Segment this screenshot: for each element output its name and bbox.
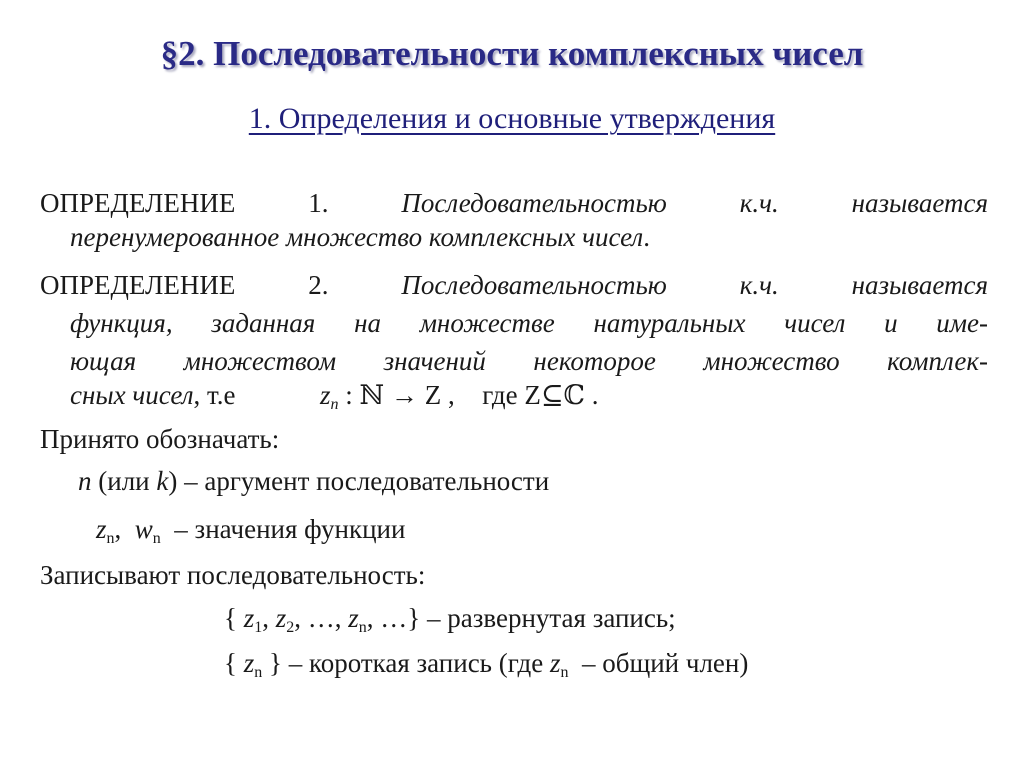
short-z-sub: n	[254, 664, 263, 681]
definition-1-period: .	[643, 222, 650, 252]
argument-n: n	[78, 466, 92, 496]
definition-2-te: , т.е	[193, 380, 236, 410]
brace-close: , …}	[366, 603, 421, 633]
zn: z	[348, 603, 359, 633]
z2-sub: 2	[286, 619, 295, 636]
record-full	[224, 603, 676, 634]
z2: z	[275, 603, 287, 633]
definition-2-text-a: Последовательностью к.ч. называется	[401, 270, 988, 300]
zn-sub: n	[358, 619, 367, 636]
definition-1-text-a: Последовательностью к.ч. называется	[401, 188, 988, 218]
short-record-description: } – короткая запись (где	[262, 648, 550, 678]
formula-subset: Z⊆ℂ .	[524, 380, 599, 410]
ellipsis: , …,	[294, 603, 349, 633]
value-w: w	[134, 514, 153, 544]
definition-2-text-d: сных чисел	[70, 380, 194, 410]
definition-1-line-1	[40, 184, 988, 222]
definition-2-formula	[320, 380, 599, 411]
definition-2-line-3	[70, 342, 988, 380]
general-term-z: z	[549, 648, 561, 678]
definition-2-text-b: функция, заданная на множестве натуральных чисел и име-	[70, 308, 988, 338]
definition-2-line-2	[70, 304, 988, 342]
notation-argument	[78, 466, 549, 497]
values-description: – значения функции	[167, 514, 406, 544]
notation-values	[96, 514, 405, 545]
short-z: z	[243, 648, 255, 678]
value-z: z	[96, 514, 107, 544]
formula-z-sub: n	[330, 396, 339, 413]
section-subtitle-text: 1. Определения и основные утверждения	[248, 102, 776, 135]
short-brace-open: {	[224, 648, 244, 678]
definition-2-text-c: ющая множеством значений некоторое множество комплек-	[70, 346, 988, 376]
definition-1-label: ОПРЕДЕЛЕНИЕ 1.	[40, 188, 329, 218]
z1: z	[243, 603, 255, 633]
value-comma: ,	[114, 514, 122, 544]
definition-2-label: ОПРЕДЕЛЕНИЕ 2.	[40, 270, 329, 300]
slide-title: §2. Последовательности комплексных чисел	[160, 34, 864, 73]
full-record-description: – развернутая запись;	[420, 603, 676, 633]
formula-mapping: : ℕ → Z ,	[338, 380, 455, 410]
argument-description: ) – аргумент последовательности	[168, 466, 550, 496]
z1-sub: 1	[254, 619, 263, 636]
brace-open: {	[224, 603, 244, 633]
argument-k: k	[156, 466, 169, 496]
definition-2-line-4	[70, 380, 236, 411]
definition-1-text-b: перенумерованное множество комплексных чисел	[70, 222, 644, 252]
argument-or: (или	[91, 466, 157, 496]
formula-z: z	[320, 380, 331, 410]
section-subtitle	[0, 102, 1024, 136]
value-z-sub: n	[106, 530, 115, 547]
definition-2-line-1	[40, 266, 988, 304]
definition-1-line-2	[70, 222, 650, 253]
notation-intro: Принято обозначать:	[40, 424, 280, 454]
general-term-sub: n	[560, 664, 569, 681]
value-w-sub: n	[152, 530, 161, 547]
record-short	[224, 648, 748, 679]
formula-where: где	[482, 380, 518, 410]
records-intro: Записывают последовательность:	[40, 560, 426, 590]
comma-1: ,	[262, 603, 276, 633]
general-term-description: – общий член)	[575, 648, 749, 678]
